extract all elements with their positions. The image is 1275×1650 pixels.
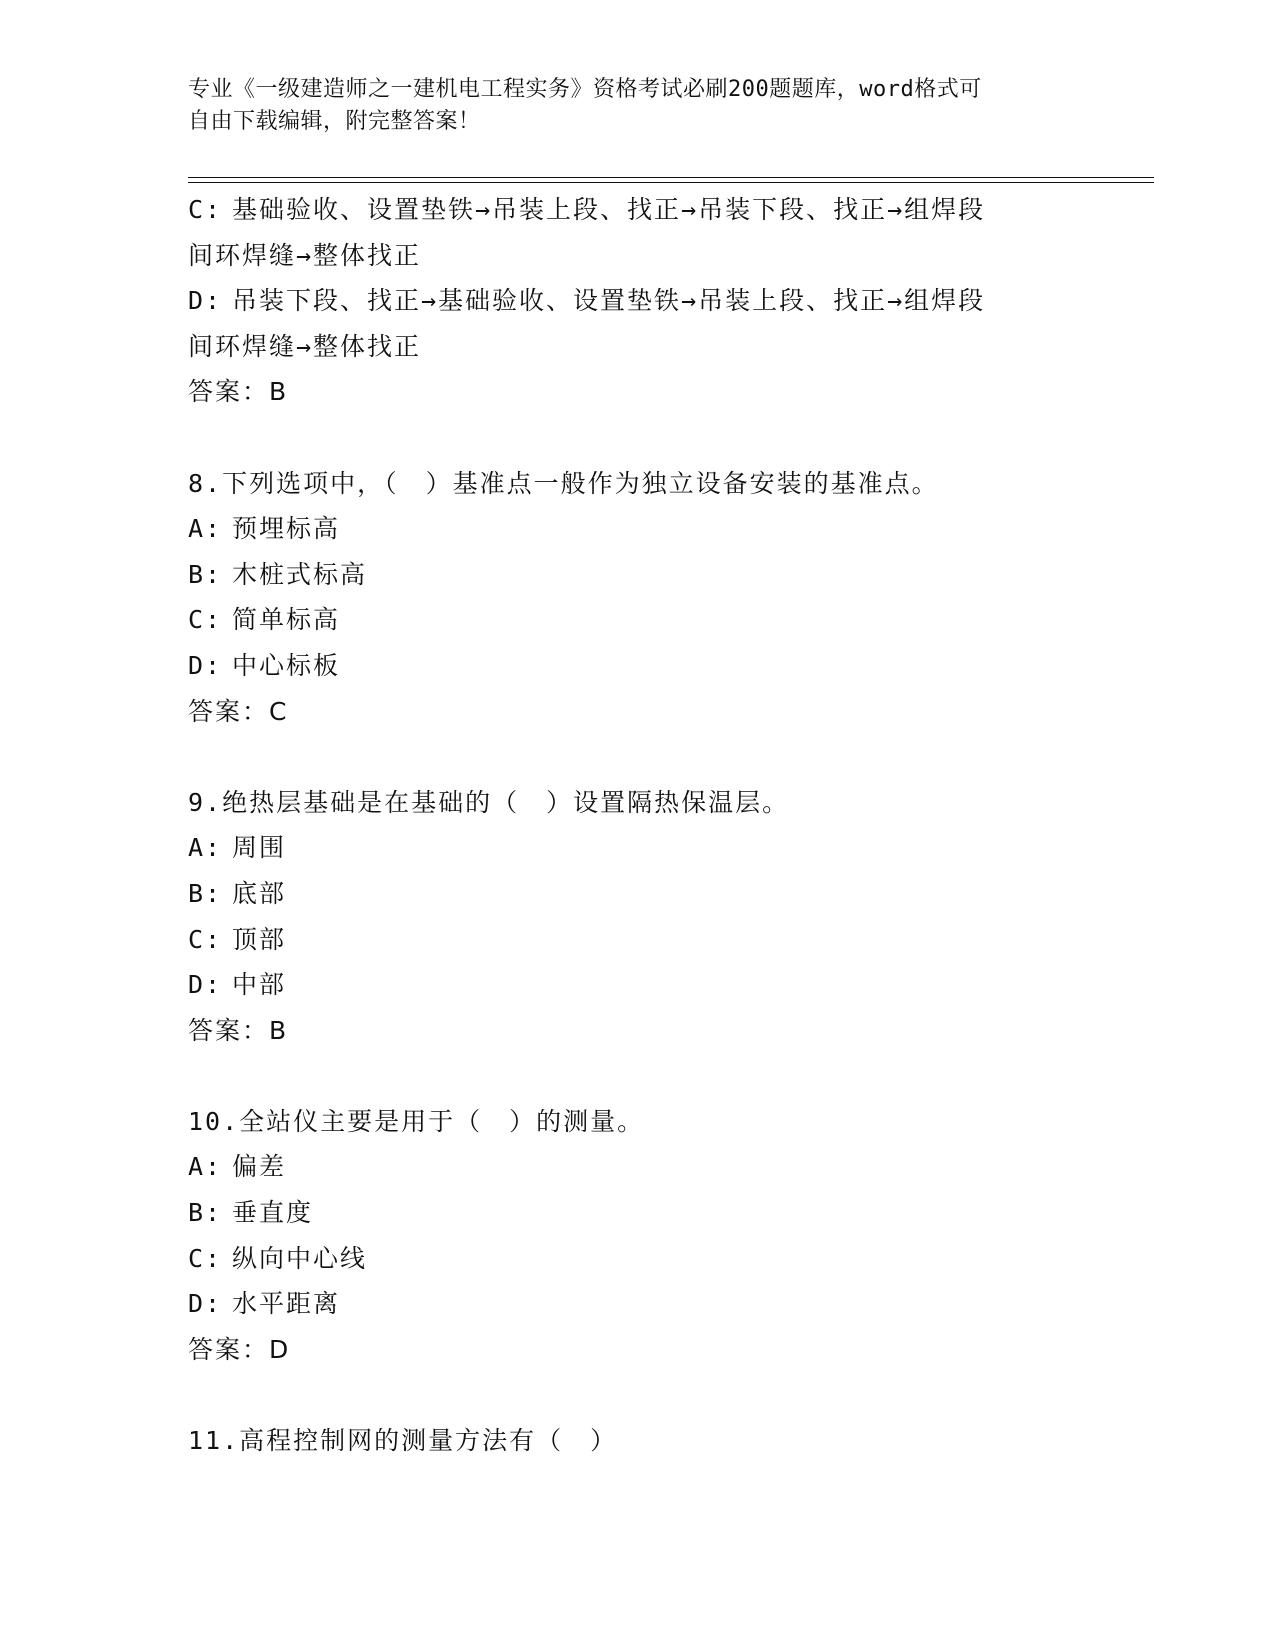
option-text: 简单标高 [232, 605, 341, 635]
option-text: 水平距离 [232, 1289, 341, 1319]
option-text: 预埋标高 [232, 514, 341, 544]
question-list [188, 187, 1148, 1464]
option-b [188, 1190, 1148, 1236]
option-c [188, 917, 1148, 963]
option-a [188, 506, 1148, 552]
question-9 [188, 780, 1148, 1054]
header-divider-bottom [188, 182, 1154, 183]
spacer [188, 1053, 1148, 1099]
option-c-continuation: 间环焊缝→整体找正 [188, 240, 422, 270]
option-letter: A: [188, 833, 223, 863]
option-text: 中心标板 [232, 650, 341, 680]
option-text: 中部 [232, 970, 287, 1000]
question-10 [188, 1099, 1148, 1373]
document-header [188, 74, 1088, 138]
option-letter: C: [188, 1243, 223, 1273]
header-line-1: 专业《一级建造师之一建机电工程实务》资格考试必刷200题题库，word格式可 [188, 77, 982, 102]
option-letter: A: [188, 514, 223, 544]
question-stem: 9.绝热层基础是在基础的（ ）设置隔热保温层。 [188, 787, 790, 817]
option-c [188, 187, 1148, 233]
option-letter: D: [188, 286, 223, 316]
option-letter: B: [188, 1198, 223, 1228]
option-letter: C: [188, 195, 223, 224]
option-text: 垂直度 [232, 1198, 314, 1228]
option-text: 底部 [232, 878, 287, 908]
option-d [188, 1281, 1148, 1327]
question-7-tail [188, 187, 1148, 415]
spacer [188, 1372, 1148, 1418]
question-stem: 8.下列选项中，（ ）基准点一般作为独立设备安装的基准点。 [188, 468, 939, 498]
option-d [188, 278, 1148, 324]
option-d [188, 962, 1148, 1008]
option-letter: C: [188, 924, 223, 954]
option-c [188, 1236, 1148, 1282]
option-c [188, 597, 1148, 643]
option-b [188, 552, 1148, 598]
option-letter: D: [188, 1289, 223, 1319]
option-letter: D: [188, 650, 223, 680]
answer-line: 答案：D [188, 1334, 291, 1364]
option-text: 基础验收、设置垫铁→吊装上段、找正→吊装下段、找正→组焊段 [232, 195, 986, 224]
answer-line: 答案：B [188, 1015, 289, 1045]
spacer [188, 415, 1148, 461]
option-text: 木桩式标高 [232, 559, 368, 589]
option-text: 纵向中心线 [232, 1243, 368, 1273]
question-8 [188, 461, 1148, 735]
option-text: 吊装下段、找正→基础验收、设置垫铁→吊装上段、找正→组焊段 [232, 286, 986, 316]
option-d-continuation: 间环焊缝→整体找正 [188, 331, 422, 361]
option-b [188, 871, 1148, 917]
option-a [188, 825, 1148, 871]
option-text: 顶部 [232, 924, 287, 954]
header-divider-top [188, 177, 1154, 178]
option-text: 偏差 [232, 1152, 287, 1182]
spacer [188, 734, 1148, 780]
header-line-2: 自由下载编辑，附完整答案！ [188, 109, 481, 134]
option-letter: A: [188, 1152, 223, 1182]
question-stem: 11.高程控制网的测量方法有（ ） [188, 1426, 618, 1456]
option-letter: B: [188, 878, 223, 908]
option-a [188, 1144, 1148, 1190]
option-d [188, 643, 1148, 689]
answer-line: 答案：B [188, 377, 289, 407]
option-letter: C: [188, 605, 223, 635]
question-11 [188, 1418, 1148, 1464]
question-stem: 10.全站仪主要是用于（ ）的测量。 [188, 1106, 645, 1136]
option-letter: B: [188, 559, 223, 589]
answer-line: 答案：C [188, 696, 289, 726]
option-letter: D: [188, 970, 223, 1000]
option-text: 周围 [232, 833, 287, 863]
